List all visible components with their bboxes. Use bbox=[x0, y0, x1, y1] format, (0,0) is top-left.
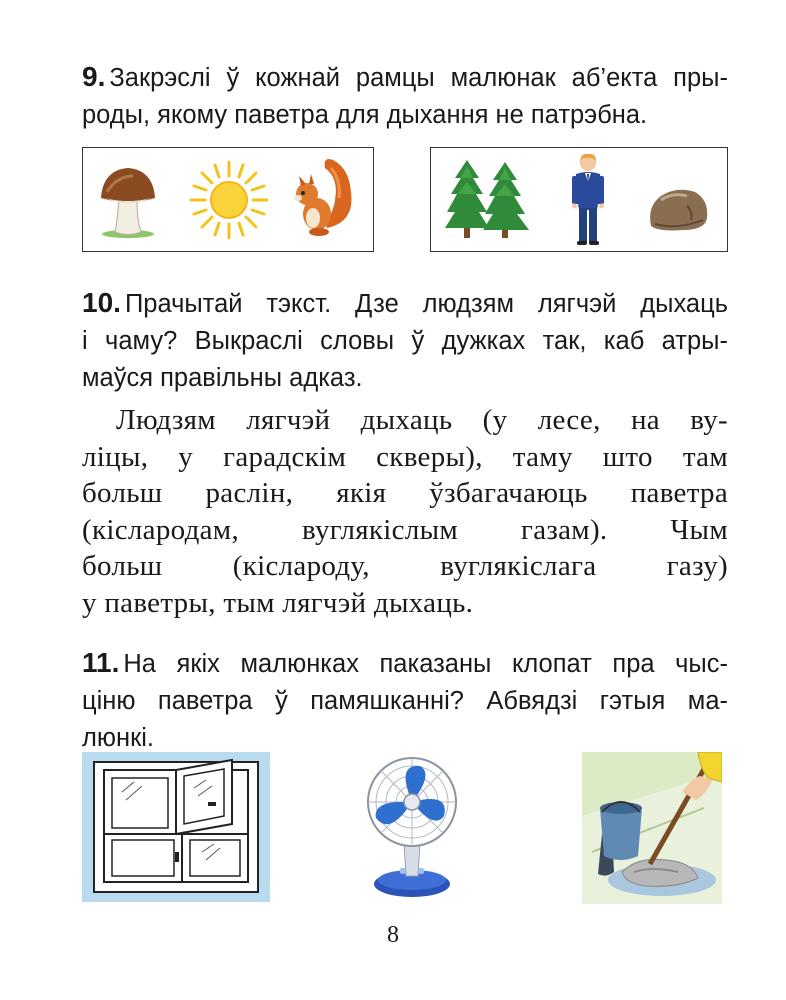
reading-passage bbox=[82, 402, 728, 621]
task-10-line-3: маўся правільны адказ. bbox=[82, 364, 363, 392]
task-9 bbox=[82, 58, 728, 134]
task-10-number: 10. bbox=[82, 287, 121, 318]
fan-icon[interactable] bbox=[356, 756, 470, 902]
picture-frame-2 bbox=[430, 147, 728, 252]
window-icon[interactable] bbox=[82, 752, 270, 902]
passage-line-6: у паветры, тым лягчэй дыхаць. bbox=[82, 586, 474, 619]
task-11-line-1: 11. На якіх малюнках паказаны клопат пра чыс- bbox=[82, 647, 728, 678]
passage-line-1: Людзям лягчэй дыхаць (у лесе, на ву- bbox=[116, 404, 728, 436]
mopping-icon[interactable] bbox=[582, 752, 722, 904]
picture-frame-1 bbox=[82, 147, 374, 252]
task-10 bbox=[82, 284, 728, 397]
passage-line-2: ліцы, у гарадскім скверы), таму што там bbox=[82, 440, 728, 473]
task-11 bbox=[82, 644, 728, 757]
squirrel-icon[interactable] bbox=[289, 156, 357, 240]
task-9-number: 9. bbox=[82, 61, 106, 92]
page-number: 8 bbox=[387, 922, 399, 948]
stone-icon[interactable] bbox=[647, 186, 711, 232]
task-11-line-2: ціню паветра ў памяшканні? Абвядзі гэтыя ма- bbox=[82, 687, 728, 715]
task-9-line-2: роды, якому паветра для дыхання не патрэбна. bbox=[82, 101, 648, 129]
task-11-line-3: люнкі. bbox=[82, 724, 154, 752]
task-11-number: 11. bbox=[82, 647, 120, 678]
task-10-line-2: і чаму? Выкраслі словы ў дужках так, каб атры- bbox=[82, 327, 728, 355]
task-10-line-1: 10. Прачытай тэкст. Дзе людзям лягчэй дыхаць bbox=[82, 287, 728, 318]
sun-icon[interactable] bbox=[187, 158, 271, 242]
fir-trees-icon[interactable] bbox=[443, 156, 531, 242]
passage-line-3: больш раслін, якія ўзбагачаюць паветра bbox=[82, 477, 728, 509]
passage-line-5: больш (кіслароду, вуглякіслага газу) bbox=[82, 550, 728, 582]
task-9-line-1: 9. Закрэслі ў кожнай рамцы малюнак аб’екта пры- bbox=[82, 61, 728, 92]
passage-line-4: (кіслародам, вуглякіслым газам). Чым bbox=[82, 513, 728, 546]
boy-icon[interactable] bbox=[569, 152, 607, 248]
mushroom-icon[interactable] bbox=[97, 162, 159, 238]
